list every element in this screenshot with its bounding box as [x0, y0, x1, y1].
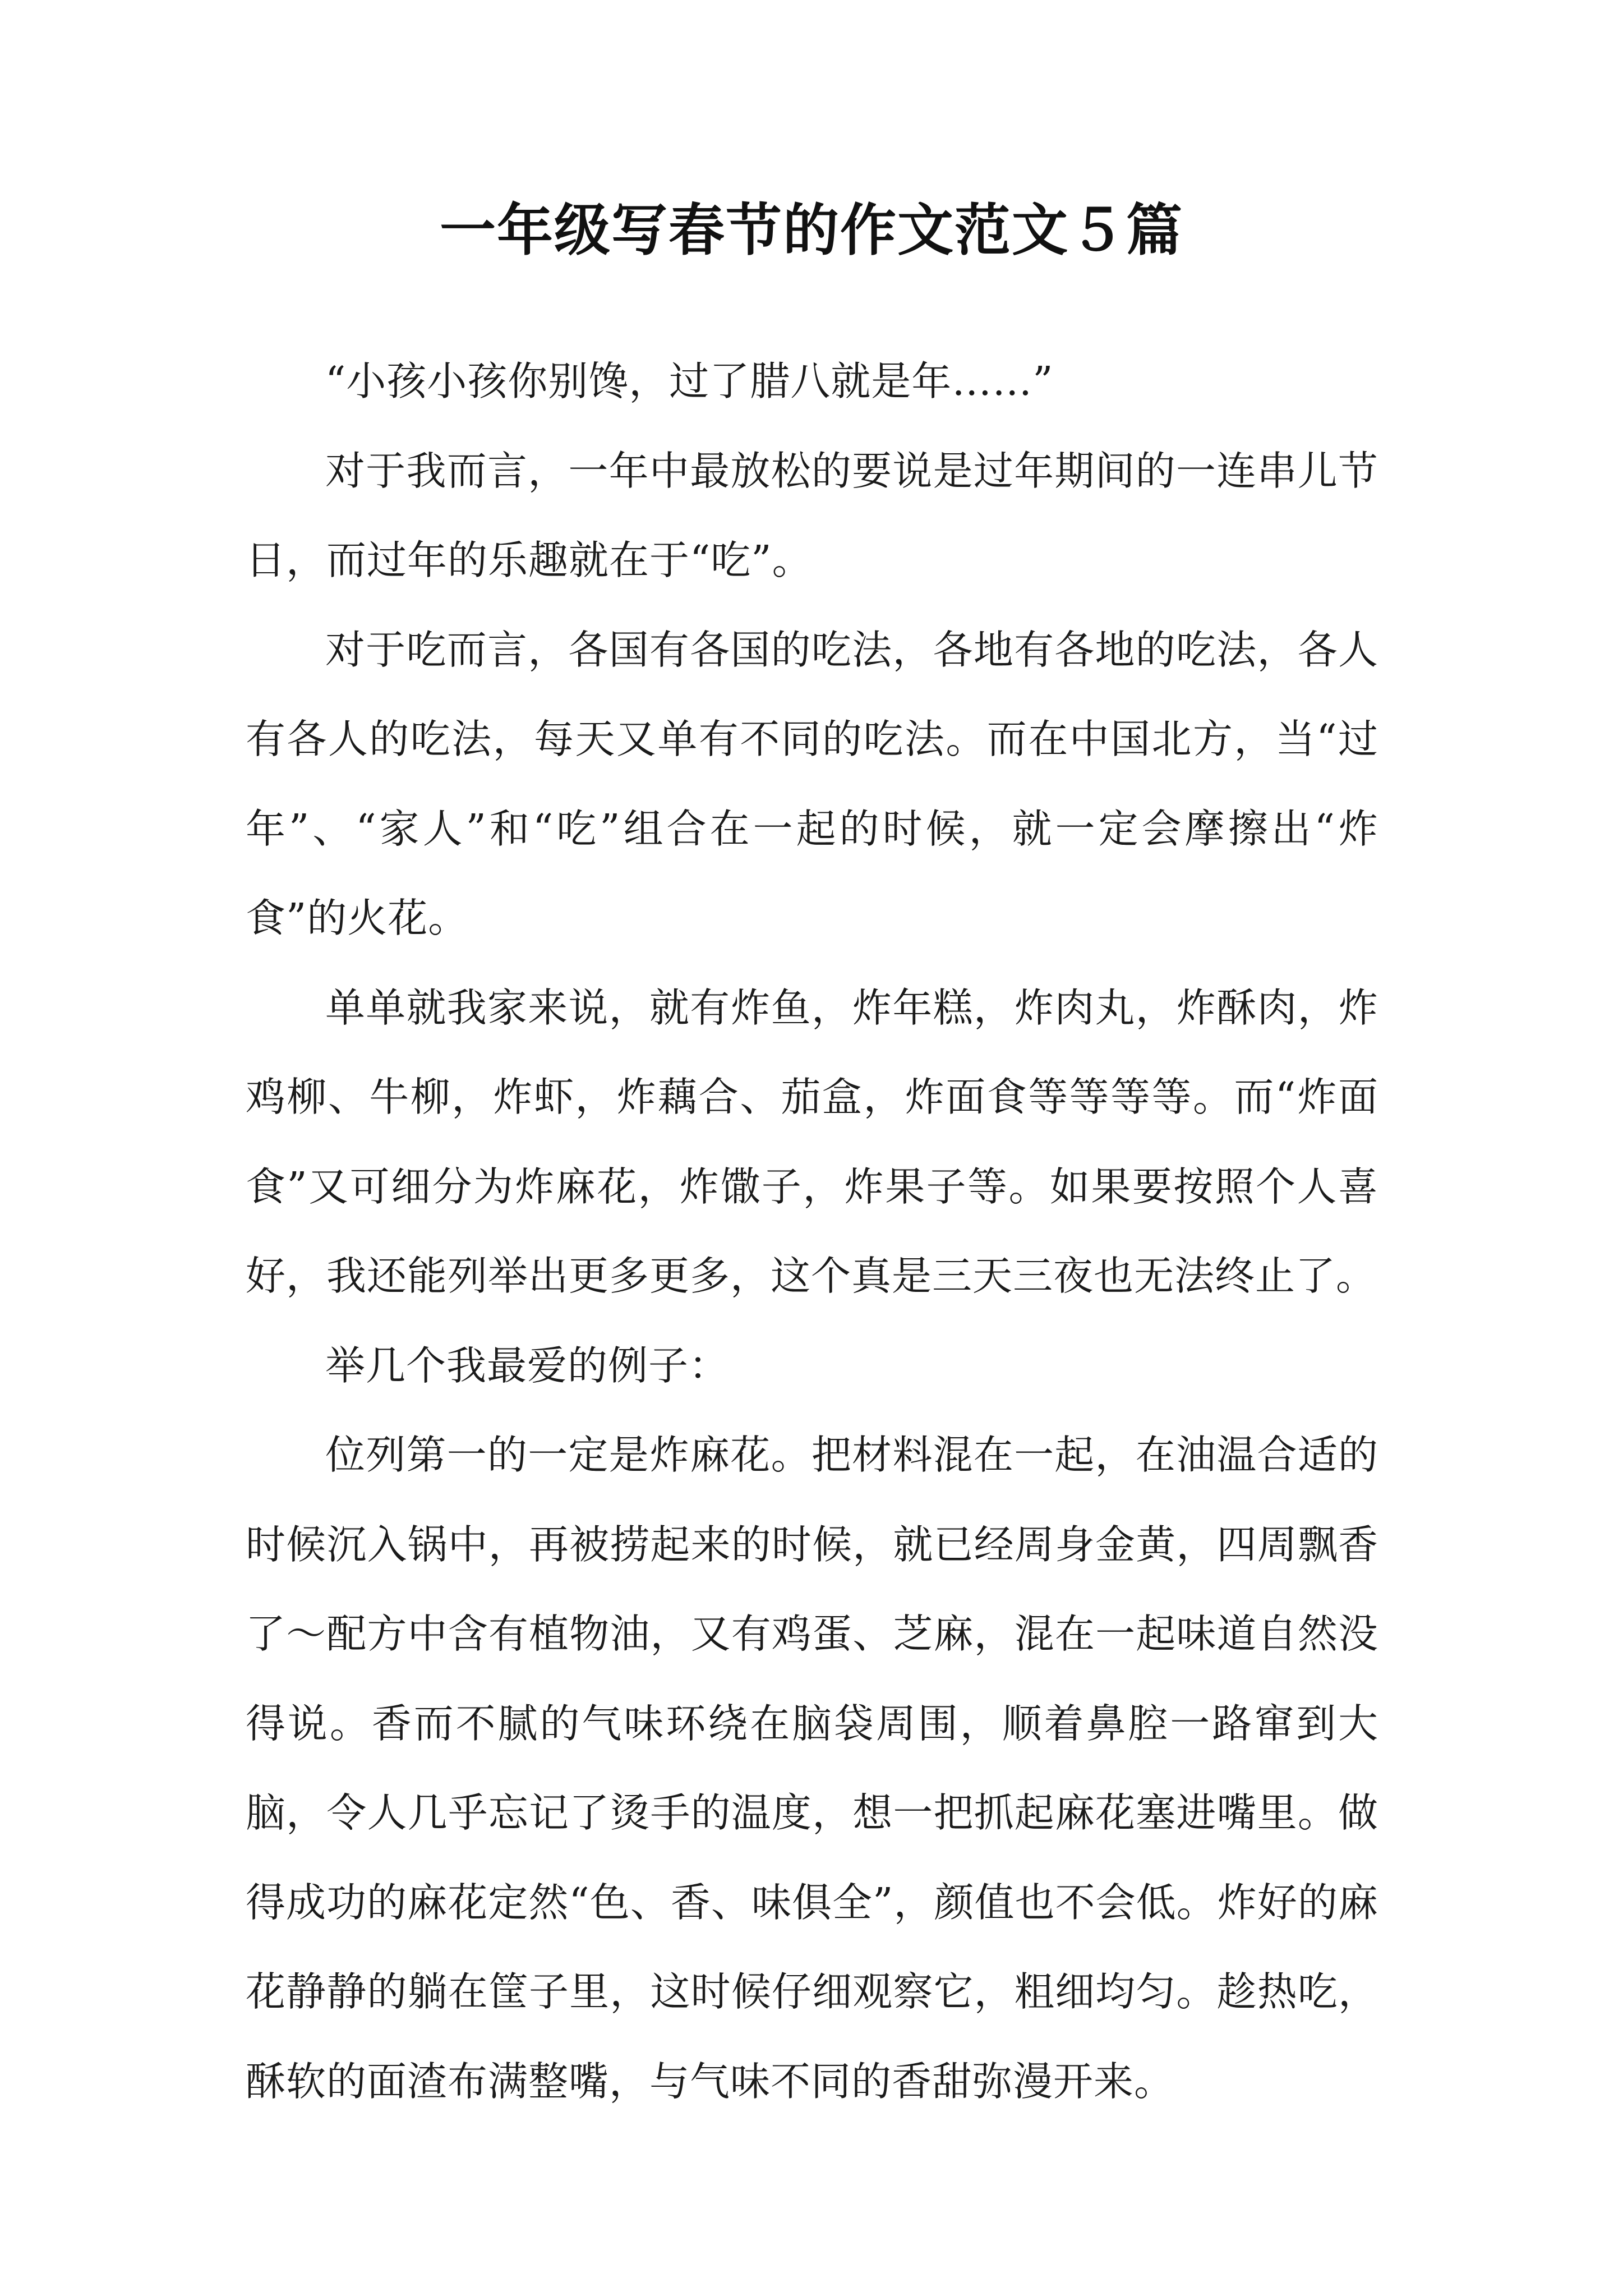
paragraph: 对于吃而言，各国有各国的吃法，各地有各地的吃法，各人有各人的吃法，每天又单有不同的吃法。而在中国北方，当“过年”、“家人”和“吃”组合在一起的时候，就一定会摩擦出“炸食”的火花。 [246, 626, 1378, 941]
paragraph: 对于我而言，一年中最放松的要说是过年期间的一连串儿节日，而过年的乐趣就在于“吃”。 [246, 447, 1378, 583]
paragraph: 位列第一的一定是炸麻花。把材料混在一起，在油温合适的时候沉入锅中，再被捞起来的时候，就已经周身金黄，四周飘香了～配方中含有植物油，又有鸡蛋、芝麻，混在一起味道自然没得说。香而不腻的气味环绕在脑袋周围，顺着鼻腔一路窜到大脑，令人几乎忘记了烫手的温度，想一把抓起麻花塞进嘴里。做得成功的麻花定然“色、香、味俱全”，颜值也不会低。炸好的麻花静静的躺在筐子里，这时候仔细观察它，粗细均匀。趁热吃，酥软的面渣布满整嘴，与气味不同的香甜弥漫开来。 [246, 1432, 1378, 2105]
paragraph: “小孩小孩你别馋，过了腊八就是年……” [325, 358, 1054, 404]
document-body [246, 337, 1378, 2126]
document-title: 一年级写春节的作文范文５篇 [440, 197, 1183, 263]
paragraph: 单单就我家来说，就有炸鱼，炸年糕，炸肉丸，炸酥肉，炸鸡柳、牛柳，炸虾，炸藕合、茄盒，炸面食等等等等。而“炸面食”又可细分为炸麻花，炸馓子，炸果子等。如果要按照个人喜好，我还能列举出更多更多，这个真是三天三夜也无法终止了。 [246, 984, 1378, 1299]
paragraph: 举几个我最爱的例子： [325, 1342, 730, 1389]
